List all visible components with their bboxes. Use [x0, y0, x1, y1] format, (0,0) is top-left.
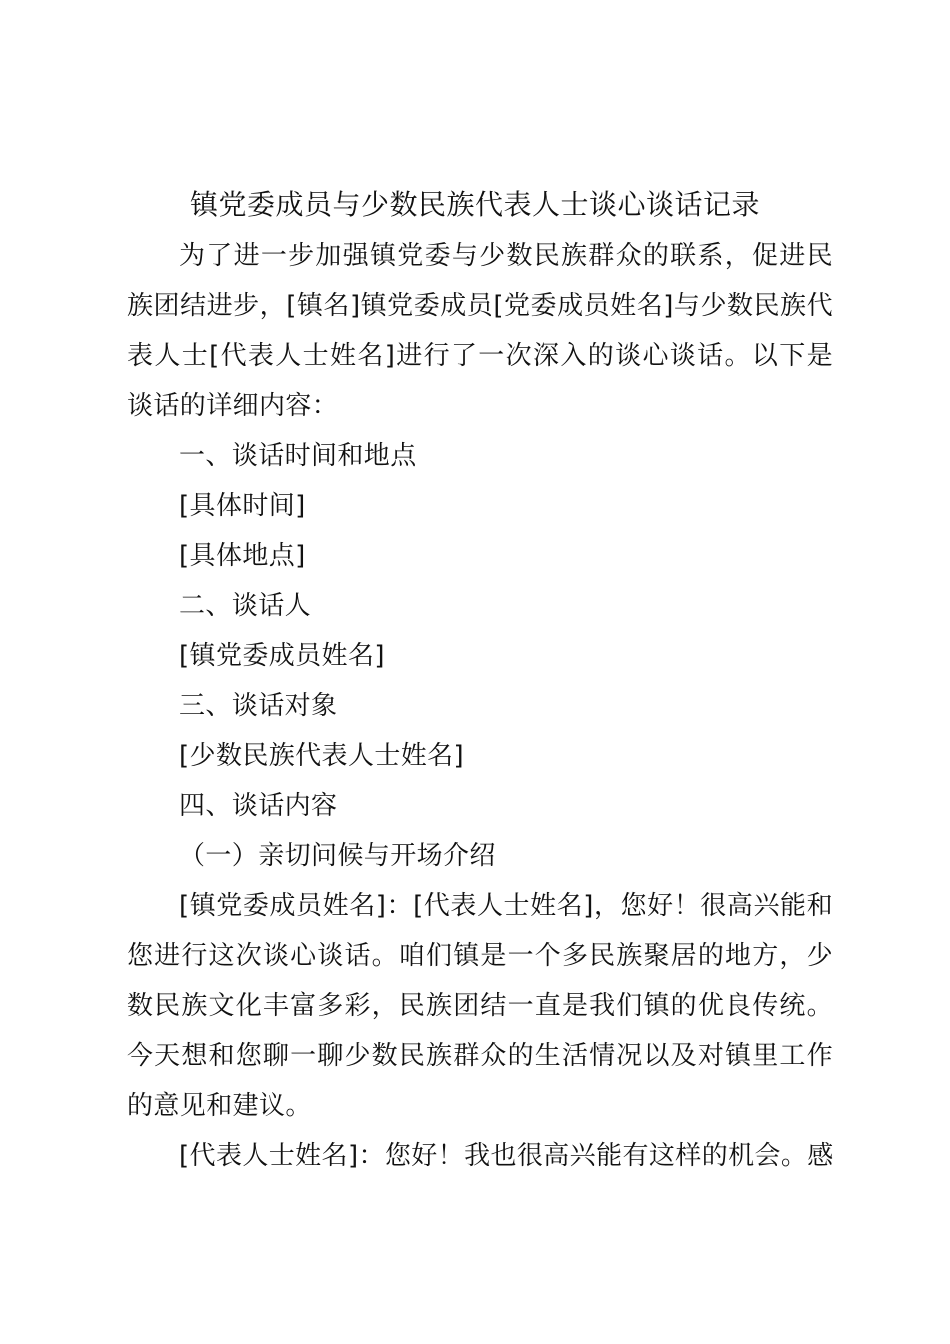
dialogue-paragraph-subject: [代表人士姓名]：您好！我也很高兴能有这样的机会。感 [179, 1141, 834, 1171]
document-body [127, 231, 833, 1181]
placeholder-subject-name: [少数民族代表人士姓名] [179, 741, 465, 771]
placeholder-speaker-name: [镇党委成员姓名] [179, 641, 385, 671]
section-heading-speaker: 二、谈话人 [179, 591, 312, 621]
document-title: 镇党委成员与少数民族代表人士谈心谈话记录 [189, 188, 760, 221]
section-heading-subject: 三、谈话对象 [179, 691, 338, 721]
placeholder-time: [具体时间] [179, 491, 306, 521]
intro-paragraph: 为了进一步加强镇党委与少数民族群众的联系，促进民族团结进步，[镇名]镇党委成员[党委成员姓名]与少数民族代表人士[代表人士姓名]进行了一次深入的谈心谈话。以下是谈话的详细内容： [127, 241, 833, 421]
section-heading-time-place: 一、谈话时间和地点 [179, 441, 417, 471]
section-heading-content: 四、谈话内容 [179, 791, 338, 821]
subsection-heading-greeting: （一）亲切问候与开场介绍 [179, 841, 496, 871]
dialogue-paragraph-speaker: [镇党委成员姓名]：[代表人士姓名]，您好！很高兴能和您进行这次谈心谈话。咱们镇是一个多民族聚居的地方，少数民族文化丰富多彩，民族团结一直是我们镇的优良传统。今天想和您聊一聊少数民族群众的生活情况以及对镇里工作的意见和建议。 [127, 891, 833, 1121]
placeholder-place: [具体地点] [179, 541, 306, 571]
